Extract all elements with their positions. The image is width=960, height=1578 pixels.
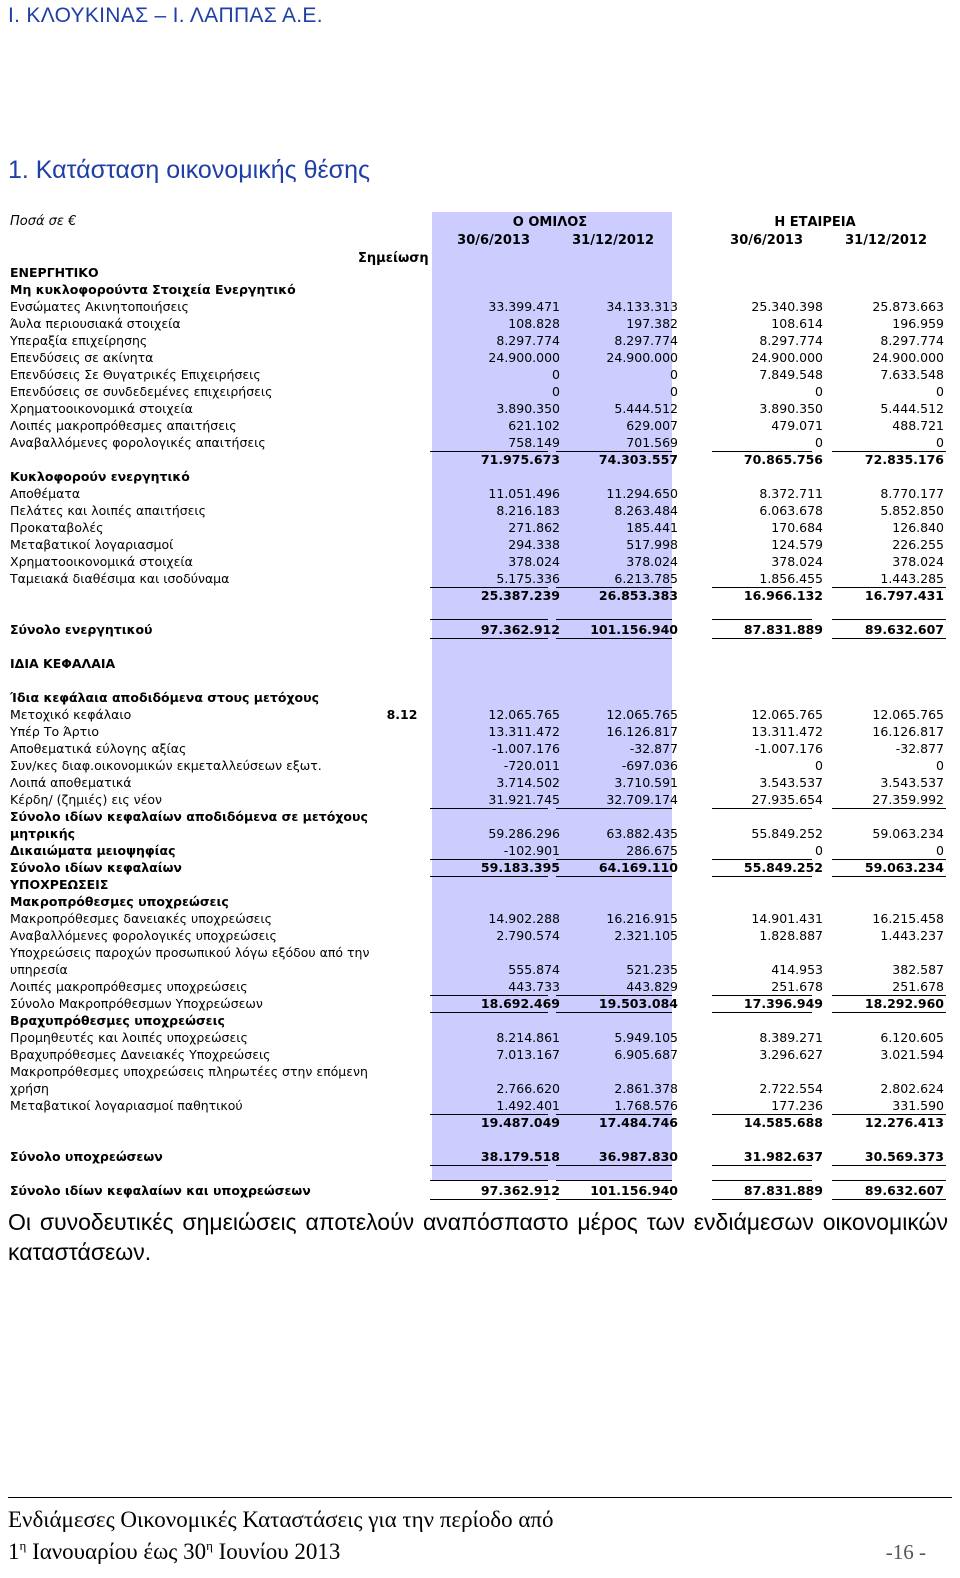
row-value-1: 71.975.673 bbox=[480, 452, 560, 467]
total-rule bbox=[556, 619, 672, 620]
row-value-4: 25.873.663 bbox=[872, 299, 944, 314]
table-row bbox=[10, 961, 950, 978]
section-title: 1. Κατάσταση οικονομικής θέσης bbox=[8, 156, 371, 184]
row-value-1: 555.874 bbox=[508, 962, 560, 977]
row-value-4: 6.120.605 bbox=[880, 1030, 944, 1045]
row-value-1: 294.338 bbox=[508, 537, 560, 552]
row-value-2: 16.216.915 bbox=[606, 911, 678, 926]
total-rule bbox=[556, 1165, 672, 1166]
row-value-2: 0 bbox=[670, 384, 678, 399]
table-row bbox=[10, 1080, 950, 1097]
row-value-2: 1.768.576 bbox=[614, 1098, 678, 1113]
row-value-2: 63.882.435 bbox=[606, 826, 678, 841]
row-value-1: 621.102 bbox=[508, 418, 560, 433]
row-value-2: 64.169.110 bbox=[598, 860, 678, 875]
row-value-1: 271.862 bbox=[508, 520, 560, 535]
row-value-4: 196.959 bbox=[892, 316, 944, 331]
row-value-4: 8.770.177 bbox=[880, 486, 944, 501]
row-value-4: 89.632.607 bbox=[864, 1183, 944, 1198]
row-value-4: 5.444.512 bbox=[880, 401, 944, 416]
table-row bbox=[10, 859, 950, 876]
row-value-2: 185.441 bbox=[626, 520, 678, 535]
row-value-2: 521.235 bbox=[626, 962, 678, 977]
row-value-2: 2.861.378 bbox=[614, 1081, 678, 1096]
row-label: Σύνολο Μακροπρόθεσμων Υποχρεώσεων bbox=[10, 996, 263, 1011]
row-value-4: 12.276.413 bbox=[864, 1115, 944, 1130]
row-value-2: 3.710.591 bbox=[614, 775, 678, 790]
row-value-3: 70.865.756 bbox=[743, 452, 823, 467]
row-value-1: -1.007.176 bbox=[491, 741, 560, 756]
row-value-1: 1.492.401 bbox=[496, 1098, 560, 1113]
row-value-3: 124.579 bbox=[771, 537, 823, 552]
row-label: Σύνολο ιδίων κεφαλαίων αποδιδόμενα σε μετόχους bbox=[10, 809, 368, 824]
table-row bbox=[10, 1046, 950, 1063]
row-value-4: 3.021.594 bbox=[880, 1047, 944, 1062]
row-label: Λοιπές μακροπρόθεσμες απαιτήσεις bbox=[10, 418, 237, 433]
total-rule bbox=[556, 638, 672, 639]
row-label: ΙΔΙΑ ΚΕΦΑΛΑΙΑ bbox=[10, 656, 116, 671]
row-value-3: 55.849.252 bbox=[751, 826, 823, 841]
table-row bbox=[10, 1148, 950, 1165]
row-value-1: 59.183.395 bbox=[480, 860, 560, 875]
row-label: μητρικής bbox=[10, 826, 76, 841]
row-value-3: 0 bbox=[815, 843, 823, 858]
row-value-2: 6.905.687 bbox=[614, 1047, 678, 1062]
table-row bbox=[10, 366, 950, 383]
row-label: Άυλα περιουσιακά στοιχεία bbox=[10, 316, 181, 331]
row-value-3: 87.831.889 bbox=[743, 1183, 823, 1198]
row-value-1: 3.890.350 bbox=[496, 401, 560, 416]
row-value-2: 701.569 bbox=[626, 435, 678, 450]
table-row bbox=[10, 927, 950, 944]
row-value-3: 251.678 bbox=[771, 979, 823, 994]
total-rule bbox=[832, 638, 946, 639]
table-row bbox=[10, 553, 950, 570]
table-row bbox=[10, 570, 950, 587]
total-rule bbox=[712, 1180, 812, 1181]
row-value-2: 74.303.557 bbox=[598, 452, 678, 467]
row-value-3: 14.901.431 bbox=[751, 911, 823, 926]
row-value-4: 3.543.537 bbox=[880, 775, 944, 790]
row-value-1: 8.216.183 bbox=[496, 503, 560, 518]
row-value-3: -1.007.176 bbox=[754, 741, 823, 756]
total-rule bbox=[832, 1165, 946, 1166]
row-label: ΕΝΕΡΓΗΤΙΚΟ bbox=[10, 265, 99, 280]
date-header-company-2012: 31/12/2012 bbox=[845, 233, 927, 248]
date-header-group-2013: 30/6/2013 bbox=[457, 233, 530, 248]
row-value-1: 5.175.336 bbox=[496, 571, 560, 586]
row-label: Υπεραξία επιχείρησης bbox=[10, 333, 148, 348]
row-value-1: 378.024 bbox=[508, 554, 560, 569]
row-label: Μη κυκλοφορούντα Στοιχεία Ενεργητικό bbox=[10, 282, 296, 297]
row-value-2: 8.263.484 bbox=[614, 503, 678, 518]
row-value-3: 170.684 bbox=[771, 520, 823, 535]
row-label: Προκαταβολές bbox=[10, 520, 104, 535]
row-value-2: 24.900.000 bbox=[606, 350, 678, 365]
row-label: Αποθέματα bbox=[10, 486, 81, 501]
row-value-2: -32.877 bbox=[629, 741, 678, 756]
total-rule bbox=[430, 638, 548, 639]
row-label: Επενδύσεις σε συνδεδεμένες επιχειρήσεις bbox=[10, 384, 273, 399]
table-row bbox=[10, 519, 950, 536]
row-label: Λοιπές μακροπρόθεσμες υποχρεώσεις bbox=[10, 979, 248, 994]
row-label: Σύνολο ενεργητικού bbox=[10, 622, 153, 637]
row-value-4: 16.797.431 bbox=[864, 588, 944, 603]
row-value-3: 8.372.711 bbox=[759, 486, 823, 501]
row-value-2: 32.709.174 bbox=[606, 792, 678, 807]
row-value-2: 5.949.105 bbox=[614, 1030, 678, 1045]
table-row bbox=[10, 842, 950, 859]
row-value-3: 414.953 bbox=[771, 962, 823, 977]
row-value-3: 12.065.765 bbox=[751, 707, 823, 722]
row-value-3: 177.236 bbox=[771, 1098, 823, 1113]
row-value-4: 72.835.176 bbox=[864, 452, 944, 467]
row-value-3: 1.828.887 bbox=[759, 928, 823, 943]
row-label: Λοιπά αποθεματικά bbox=[10, 775, 132, 790]
row-value-3: 16.966.132 bbox=[743, 588, 823, 603]
row-value-4: 59.063.234 bbox=[872, 826, 944, 841]
row-label: Σύνολο ιδίων κεφαλαίων και υποχρεώσεων bbox=[10, 1183, 311, 1198]
total-rule bbox=[712, 638, 812, 639]
table-row bbox=[10, 485, 950, 502]
total-rule bbox=[430, 619, 548, 620]
row-value-3: 3.296.627 bbox=[759, 1047, 823, 1062]
row-value-1: 443.733 bbox=[508, 979, 560, 994]
row-value-4: -32.877 bbox=[895, 741, 944, 756]
row-value-3: 8.389.271 bbox=[759, 1030, 823, 1045]
row-value-2: 197.382 bbox=[626, 316, 678, 331]
date-header-company-2013: 30/6/2013 bbox=[730, 233, 803, 248]
table-row bbox=[10, 298, 950, 315]
row-value-1: 24.900.000 bbox=[488, 350, 560, 365]
row-value-1: 108.828 bbox=[508, 316, 560, 331]
table-row bbox=[10, 774, 950, 791]
footer-day-1: 1 bbox=[8, 1539, 20, 1564]
footer-sup-1: η bbox=[19, 1538, 27, 1553]
footer-line-1: Ενδιάμεσες Οικονομικές Καταστάσεις για την περίοδο από bbox=[8, 1507, 554, 1532]
table-row bbox=[10, 434, 950, 451]
table-row bbox=[10, 1182, 950, 1199]
table-row bbox=[10, 1012, 950, 1029]
total-rule bbox=[556, 1199, 672, 1200]
row-value-3: 0 bbox=[815, 384, 823, 399]
row-label: Αποθεματικά εύλογης αξίας bbox=[10, 741, 187, 756]
table-row bbox=[10, 281, 950, 298]
row-value-3: 3.543.537 bbox=[759, 775, 823, 790]
row-value-2: 5.444.512 bbox=[614, 401, 678, 416]
table-row bbox=[10, 723, 950, 740]
row-value-4: 16.126.817 bbox=[872, 724, 944, 739]
row-label: Σύνολο υποχρεώσεων bbox=[10, 1149, 163, 1164]
row-value-4: 126.840 bbox=[892, 520, 944, 535]
row-value-4: 378.024 bbox=[892, 554, 944, 569]
row-value-3: 31.982.637 bbox=[743, 1149, 823, 1164]
row-label: υπηρεσία bbox=[10, 962, 68, 977]
row-value-4: 30.569.373 bbox=[864, 1149, 944, 1164]
row-value-4: 59.063.234 bbox=[864, 860, 944, 875]
row-value-2: 101.156.940 bbox=[590, 622, 678, 637]
table-row bbox=[10, 740, 950, 757]
row-label: Υπέρ Το Άρτιο bbox=[10, 724, 100, 739]
row-value-2: 19.503.084 bbox=[598, 996, 678, 1011]
row-value-2: 16.126.817 bbox=[606, 724, 678, 739]
row-value-3: 7.849.548 bbox=[759, 367, 823, 382]
row-label: Υποχρεώσεις παροχών προσωπικού λόγω εξόδου από την bbox=[10, 945, 370, 960]
row-value-1: 7.013.167 bbox=[496, 1047, 560, 1062]
table-row bbox=[10, 876, 950, 893]
table-row bbox=[10, 791, 950, 808]
row-value-1: -102.901 bbox=[503, 843, 560, 858]
row-label: Επενδύσεις Σε Θυγατρικές Επιχειρήσεις bbox=[10, 367, 261, 382]
row-value-1: 8.214.861 bbox=[496, 1030, 560, 1045]
row-label: Μακροπρόθεσμες υποχρεώσεις bbox=[10, 894, 229, 909]
row-value-1: 8.297.774 bbox=[496, 333, 560, 348]
row-label: Μεταβατικοί λογαριασμοί bbox=[10, 537, 174, 552]
table-row bbox=[10, 1097, 950, 1114]
row-value-1: 0 bbox=[552, 384, 560, 399]
row-label: Μακροπρόθεσμες δανειακές υποχρεώσεις bbox=[10, 911, 272, 926]
table-row bbox=[10, 451, 950, 468]
row-value-1: 18.692.469 bbox=[480, 996, 560, 1011]
row-label: Χρηματοοικονομικά στοιχεία bbox=[10, 554, 193, 569]
row-value-4: 8.297.774 bbox=[880, 333, 944, 348]
row-value-4: 226.255 bbox=[892, 537, 944, 552]
row-value-1: 14.902.288 bbox=[488, 911, 560, 926]
row-value-1: 59.286.296 bbox=[488, 826, 560, 841]
row-value-1: 19.487.049 bbox=[480, 1115, 560, 1130]
note-column-header: Σημείωση bbox=[358, 251, 429, 266]
row-value-1: 33.399.471 bbox=[488, 299, 560, 314]
table-row bbox=[10, 417, 950, 434]
row-value-3: 0 bbox=[815, 435, 823, 450]
table-row bbox=[10, 825, 950, 842]
row-value-1: 2.766.620 bbox=[496, 1081, 560, 1096]
row-label: Ταμειακά διαθέσιμα και ισοδύναμα bbox=[10, 571, 230, 586]
row-value-3: 479.071 bbox=[771, 418, 823, 433]
footer-mid: Ιανουαρίου έως 30 bbox=[26, 1539, 207, 1564]
row-value-1: 3.714.502 bbox=[496, 775, 560, 790]
row-label: χρήση bbox=[10, 1081, 49, 1096]
row-value-1: 2.790.574 bbox=[496, 928, 560, 943]
row-value-1: 11.051.496 bbox=[488, 486, 560, 501]
row-value-2: 443.829 bbox=[626, 979, 678, 994]
table-row bbox=[10, 400, 950, 417]
date-header-group-2012: 31/12/2012 bbox=[572, 233, 654, 248]
table-row bbox=[10, 1063, 950, 1080]
amounts-unit-label: Ποσά σε € bbox=[10, 214, 77, 229]
row-value-2: 101.156.940 bbox=[590, 1183, 678, 1198]
row-label: Κέρδη/ (ζημιές) εις νέον bbox=[10, 792, 163, 807]
row-value-4: 0 bbox=[936, 384, 944, 399]
table-row bbox=[10, 264, 950, 281]
row-label: Χρηματοοικονομικά στοιχεία bbox=[10, 401, 193, 416]
row-value-4: 382.587 bbox=[892, 962, 944, 977]
row-label: Δικαιώματα μειοψηφίας bbox=[10, 843, 176, 858]
table-row bbox=[10, 757, 950, 774]
row-value-1: 38.179.518 bbox=[480, 1149, 560, 1164]
row-value-1: -720.011 bbox=[503, 758, 560, 773]
table-row bbox=[10, 1114, 950, 1131]
row-value-3: 17.396.949 bbox=[743, 996, 823, 1011]
table-row bbox=[10, 502, 950, 519]
row-value-1: 13.311.472 bbox=[488, 724, 560, 739]
row-value-3: 24.900.000 bbox=[751, 350, 823, 365]
row-value-3: 3.890.350 bbox=[759, 401, 823, 416]
table-row bbox=[10, 1029, 950, 1046]
row-value-3: 6.063.678 bbox=[759, 503, 823, 518]
row-value-2: 26.853.383 bbox=[598, 588, 678, 603]
row-value-1: 25.387.239 bbox=[480, 588, 560, 603]
table-row bbox=[10, 893, 950, 910]
row-label: Πελάτες και λοιπές απαιτήσεις bbox=[10, 503, 206, 518]
row-value-3: 2.722.554 bbox=[759, 1081, 823, 1096]
table-row bbox=[10, 621, 950, 638]
row-label: Ίδια κεφάλαια αποδιδόμενα στους μετόχους bbox=[10, 690, 319, 705]
row-value-2: 6.213.785 bbox=[614, 571, 678, 586]
row-label: Σύνολο ιδίων κεφαλαίων bbox=[10, 860, 182, 875]
company-name: Ι. ΚΛΟΥΚΙΝΑΣ – Ι. ΛΑΠΠΑΣ Α.Ε. bbox=[8, 4, 323, 27]
row-value-3: 0 bbox=[815, 758, 823, 773]
row-value-2: 11.294.650 bbox=[606, 486, 678, 501]
company-header: Η ΕΤΑΙΡΕΙΑ bbox=[774, 215, 856, 230]
row-value-4: 0 bbox=[936, 435, 944, 450]
row-value-3: 87.831.889 bbox=[743, 622, 823, 637]
table-row bbox=[10, 536, 950, 553]
row-value-4: 12.065.765 bbox=[872, 707, 944, 722]
row-value-2: -697.036 bbox=[621, 758, 678, 773]
row-label: Μεταβατικοί λογαριασμοί παθητικού bbox=[10, 1098, 243, 1113]
row-value-3: 14.585.688 bbox=[743, 1115, 823, 1130]
row-value-4: 1.443.285 bbox=[880, 571, 944, 586]
table-row bbox=[10, 332, 950, 349]
row-value-4: 89.632.607 bbox=[864, 622, 944, 637]
row-value-2: 629.007 bbox=[626, 418, 678, 433]
row-value-1: 97.362.912 bbox=[480, 1183, 560, 1198]
total-rule bbox=[832, 1180, 946, 1181]
table-row bbox=[10, 655, 950, 672]
row-value-1: 0 bbox=[552, 367, 560, 382]
row-value-4: 251.678 bbox=[892, 979, 944, 994]
footer-end: Ιουνίου 2013 bbox=[212, 1539, 341, 1564]
row-value-4: 331.590 bbox=[892, 1098, 944, 1113]
row-value-2: 378.024 bbox=[626, 554, 678, 569]
total-rule bbox=[556, 1180, 672, 1181]
row-value-3: 25.340.398 bbox=[751, 299, 823, 314]
footer-line-2 bbox=[8, 1538, 340, 1565]
total-rule bbox=[832, 1199, 946, 1200]
table-row bbox=[10, 383, 950, 400]
footer-sup-2: η bbox=[206, 1538, 213, 1553]
row-label: Επενδύσεις σε ακίνητα bbox=[10, 350, 154, 365]
row-value-2: 36.987.830 bbox=[598, 1149, 678, 1164]
page-number: -16 - bbox=[885, 1540, 926, 1564]
row-label: Μετοχικό κεφάλαιο bbox=[10, 707, 132, 722]
row-label: Ενσώματες Ακινητοποιήσεις bbox=[10, 299, 189, 314]
row-value-4: 5.852.850 bbox=[880, 503, 944, 518]
row-note: 8.12 bbox=[386, 707, 418, 722]
table-row bbox=[10, 587, 950, 604]
row-value-4: 16.215.458 bbox=[872, 911, 944, 926]
row-value-4: 2.802.624 bbox=[880, 1081, 944, 1096]
table-row bbox=[10, 468, 950, 485]
row-value-2: 17.484.746 bbox=[598, 1115, 678, 1130]
row-value-4: 18.292.960 bbox=[864, 996, 944, 1011]
group-header: Ο ΟΜΙΛΟΣ bbox=[512, 215, 588, 230]
table-row bbox=[10, 978, 950, 995]
row-label: Κυκλοφορούν ενεργητικό bbox=[10, 469, 190, 484]
total-rule bbox=[832, 619, 946, 620]
row-value-2: 517.998 bbox=[626, 537, 678, 552]
footnote: Οι συνοδευτικές σημειώσεις αποτελούν αναπόσπαστο μέρος των ενδιάμεσων οικονομικών καταστάσεων. bbox=[8, 1209, 948, 1265]
footer-rule bbox=[8, 1497, 952, 1498]
row-value-2: 8.297.774 bbox=[614, 333, 678, 348]
total-rule bbox=[712, 1165, 812, 1166]
row-value-4: 7.633.548 bbox=[880, 367, 944, 382]
table-row bbox=[10, 315, 950, 332]
total-rule bbox=[430, 1180, 548, 1181]
row-label: ΥΠΟΧΡΕΩΣΕΙΣ bbox=[10, 877, 109, 892]
row-value-3: 1.856.455 bbox=[759, 571, 823, 586]
row-label: Βραχυπρόθεσμες υποχρεώσεις bbox=[10, 1013, 225, 1028]
total-rule bbox=[430, 1165, 548, 1166]
total-rule bbox=[430, 1199, 548, 1200]
row-value-2: 2.321.105 bbox=[614, 928, 678, 943]
row-value-4: 1.443.237 bbox=[880, 928, 944, 943]
row-value-4: 0 bbox=[936, 843, 944, 858]
total-rule bbox=[712, 1199, 812, 1200]
table-row bbox=[10, 349, 950, 366]
row-value-1: 758.149 bbox=[508, 435, 560, 450]
row-value-3: 378.024 bbox=[771, 554, 823, 569]
table-row bbox=[10, 808, 950, 825]
row-value-3: 108.614 bbox=[771, 316, 823, 331]
row-value-4: 27.359.992 bbox=[872, 792, 944, 807]
table-row bbox=[10, 910, 950, 927]
row-label: Βραχυπρόθεσμες Δανειακές Υποχρεώσεις bbox=[10, 1047, 271, 1062]
row-label: Συν/κες διαφ.οικονομικών εκμεταλλεύσεων εξωτ. bbox=[10, 758, 322, 773]
table-row bbox=[10, 944, 950, 961]
row-value-3: 13.311.472 bbox=[751, 724, 823, 739]
row-value-4: 0 bbox=[936, 758, 944, 773]
row-label: Προμηθευτές και λοιπές υποχρεώσεις bbox=[10, 1030, 248, 1045]
row-value-1: 12.065.765 bbox=[488, 707, 560, 722]
row-value-1: 31.921.745 bbox=[488, 792, 560, 807]
row-value-2: 0 bbox=[670, 367, 678, 382]
table-row bbox=[10, 689, 950, 706]
total-rule bbox=[712, 619, 812, 620]
table-row bbox=[10, 706, 950, 723]
row-value-4: 488.721 bbox=[892, 418, 944, 433]
row-value-3: 27.935.654 bbox=[751, 792, 823, 807]
row-value-4: 24.900.000 bbox=[872, 350, 944, 365]
row-value-2: 12.065.765 bbox=[606, 707, 678, 722]
row-value-3: 8.297.774 bbox=[759, 333, 823, 348]
row-label: Μακροπρόθεσμες υποχρεώσεις πληρωτέες στην επόμενη bbox=[10, 1064, 368, 1079]
row-value-2: 34.133.313 bbox=[606, 299, 678, 314]
row-label: Αναβαλλόμενες φορολογικές υποχρεώσεις bbox=[10, 928, 277, 943]
row-label: Αναβαλλόμενες φορολογικές απαιτήσεις bbox=[10, 435, 266, 450]
row-value-3: 55.849.252 bbox=[743, 860, 823, 875]
row-value-2: 286.675 bbox=[626, 843, 678, 858]
table-row bbox=[10, 995, 950, 1012]
row-value-1: 97.362.912 bbox=[480, 622, 560, 637]
